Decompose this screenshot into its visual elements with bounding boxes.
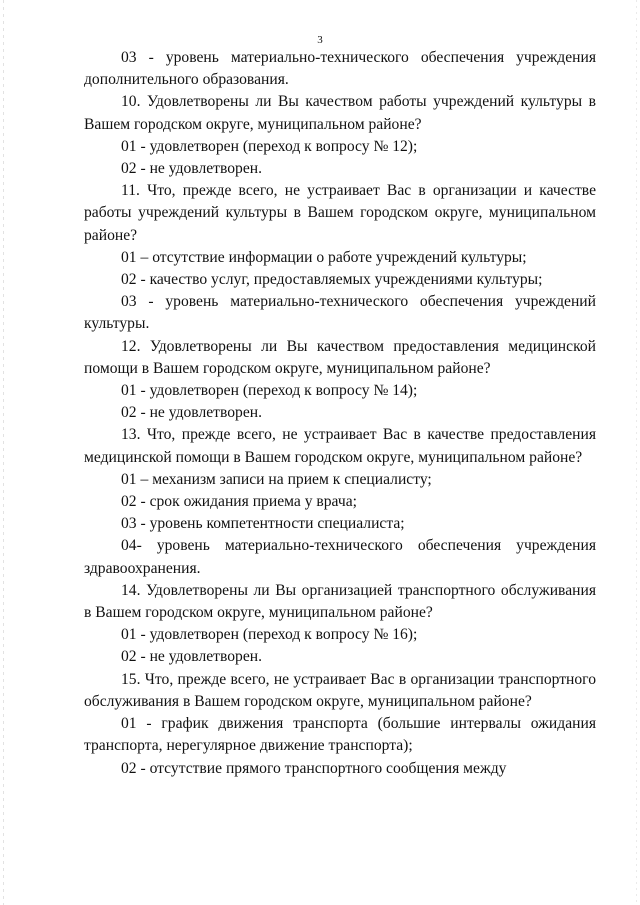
scan-edge-right bbox=[636, 0, 637, 905]
document-body bbox=[84, 47, 596, 780]
paragraph-q11-option-02: 02 - качество услуг, предоставляемых учреждениями культуры; bbox=[121, 271, 543, 289]
paragraph-question-10: 10. Удовлетворены ли Вы качеством работы учреждений культуры в Вашем городском округе, муниципальном районе? bbox=[84, 93, 596, 133]
paragraph-q11-option-03: 03 - уровень материально-технического обеспечения учреждений культуры. bbox=[84, 293, 596, 333]
paragraph-q15-option-02: 02 - отсутствие прямого транспортного сообщения между bbox=[121, 759, 507, 777]
paragraph-q14-option-02: 02 - не удовлетворен. bbox=[121, 648, 262, 666]
paragraph-question-13: 13. Что, прежде всего, не устраивает Вас в качестве предоставления медицинской помощи в Вашем городском округе, муниципальном районе? bbox=[84, 426, 596, 466]
paragraph-q15-option-01: 01 - график движения транспорта (большие интервалы ожидания транспорта, нерегулярное движение транспорта); bbox=[84, 715, 596, 755]
paragraph-question-11: 11. Что, прежде всего, не устраивает Вас в организации и качестве работы учреждений культуры в Вашем городском округе, муниципальном районе? bbox=[84, 182, 596, 244]
paragraph-q13-option-02: 02 - срок ожидания приема у врача; bbox=[121, 493, 357, 511]
paragraph-q13-option-04: 04- уровень материально-технического обеспечения учреждения здравоохранения. bbox=[84, 537, 596, 577]
paragraph-q10-option-02: 02 - не удовлетворен. bbox=[121, 160, 262, 178]
paragraph-question-12: 12. Удовлетворены ли Вы качеством предоставления медицинской помощи в Вашем городском округе, муниципальном районе? bbox=[84, 337, 596, 377]
paragraph-question-14: 14. Удовлетворены ли Вы организацией транспортного обслуживания в Вашем городском округе, муниципальном районе? bbox=[84, 581, 596, 622]
scan-edge-left bbox=[3, 0, 4, 905]
paragraph-q12-option-01: 01 - удовлетворен (переход к вопросу № 14); bbox=[121, 382, 418, 400]
paragraph-q14-option-01: 01 - удовлетворен (переход к вопросу № 16); bbox=[121, 626, 418, 644]
paragraph-q13-option-03: 03 - уровень компетентности специалиста; bbox=[121, 515, 405, 533]
paragraph-q13-option-01: 01 – механизм записи на прием к специалисту; bbox=[121, 470, 432, 488]
paragraph-q10-option-01: 01 - удовлетворен (переход к вопросу № 12); bbox=[121, 137, 418, 155]
paragraph-question-15: 15. Что, прежде всего, не устраивает Вас в организации транспортного обслуживания в Вашем городском округе, муниципальном районе? bbox=[84, 670, 596, 710]
paragraph-q11-option-01: 01 – отсутствие информации о работе учреждений культуры; bbox=[121, 248, 527, 266]
paragraph-q9-option-03: 03 - уровень материально-технического обеспечения учреждения дополнительного образования. bbox=[84, 49, 596, 89]
page-number: 3 bbox=[317, 34, 323, 46]
paragraph-q12-option-02: 02 - не удовлетворен. bbox=[121, 404, 262, 422]
